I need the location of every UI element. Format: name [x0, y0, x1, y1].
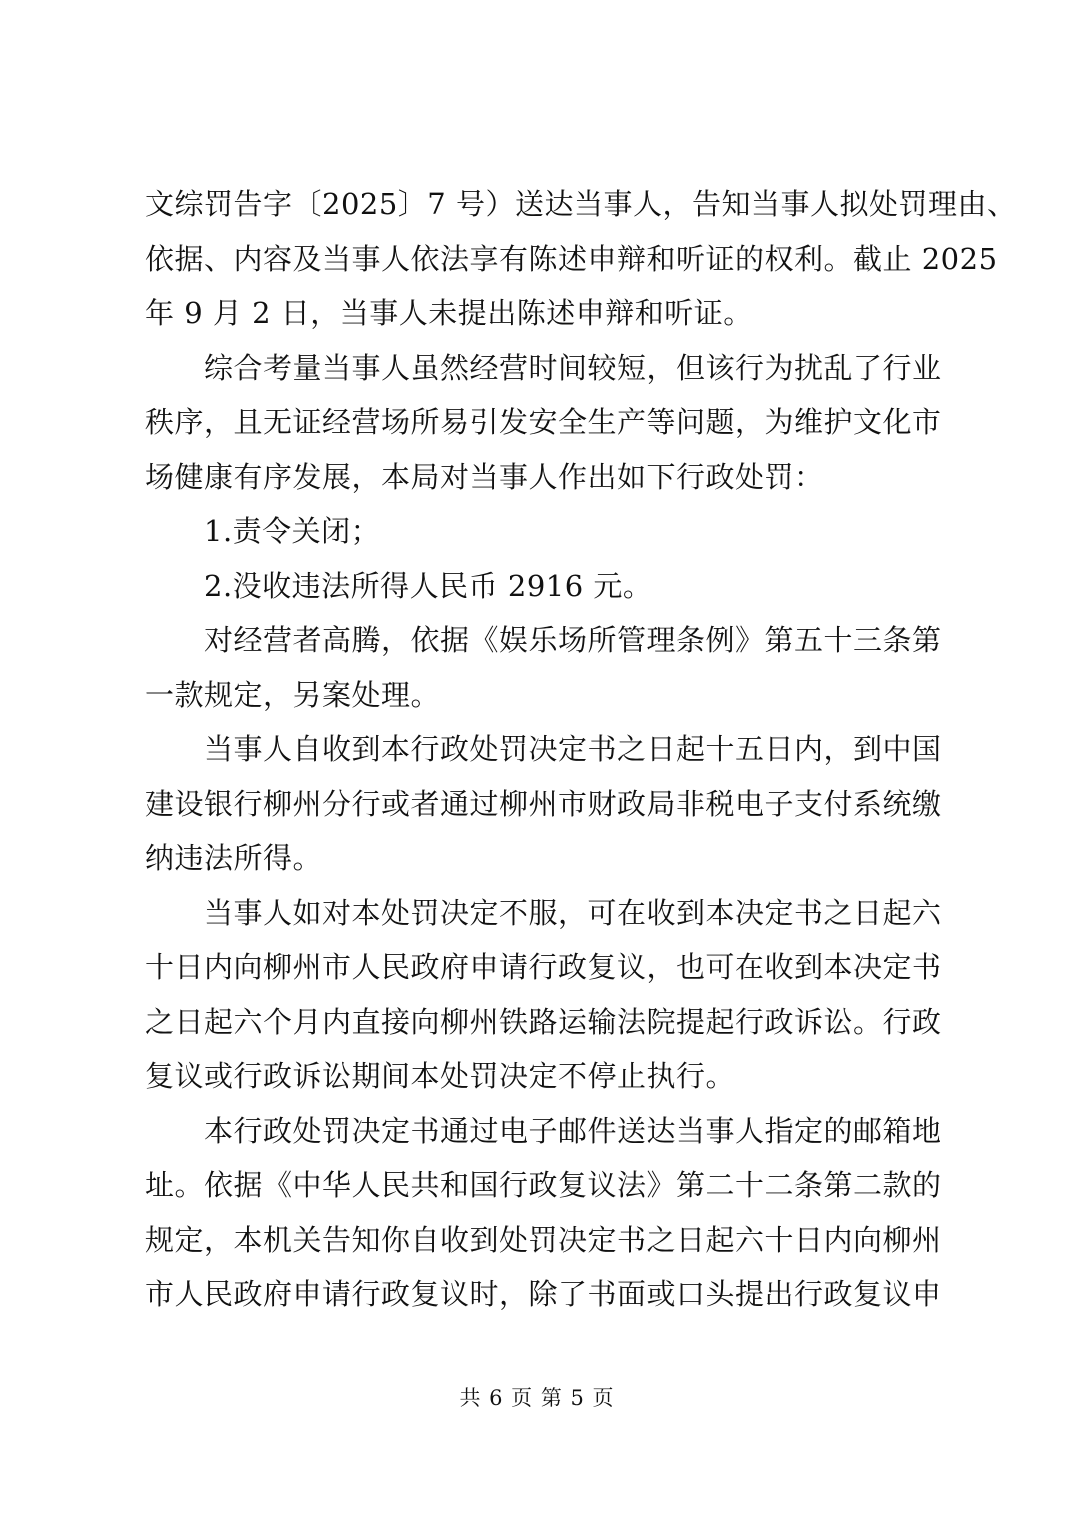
- text-line: 之日起六个月内直接向柳州铁路运输法院提起行政诉讼。行政: [145, 1004, 942, 1039]
- paragraph-start-line: 当事人如对本处罚决定不服，可在收到本决定书之日起六: [204, 895, 942, 930]
- text-line: 秩序，且无证经营场所易引发安全生产等问题，为维护文化市: [145, 405, 942, 439]
- paragraph-start-line: 综合考量当事人虽然经营时间较短，但该行为扰乱了行业: [204, 350, 942, 385]
- paragraph-start-line: 本行政处罚决定书通过电子邮件送达当事人指定的邮箱地: [204, 1113, 942, 1148]
- document-body: [145, 177, 1017, 1322]
- penalty-item-1: 1.责令关闭；: [204, 514, 381, 548]
- text-line: 十日内向柳州市人民政府申请行政复议，也可在收到本决定书: [145, 950, 942, 984]
- text-line: 市人民政府申请行政复议时，除了书面或口头提出行政复议申: [145, 1277, 942, 1311]
- text-line: 依据、内容及当事人依法享有陈述申辩和听证的权利。截止 2025: [145, 241, 998, 276]
- page-footer: 共 6 页 第 5 页: [459, 1386, 615, 1410]
- text-line: 址。依据《中华人民共和国行政复议法》第二十二条第二款的: [145, 1168, 942, 1202]
- text-line: 规定，本机关告知你自收到处罚决定书之日起六十日内向柳州: [145, 1222, 942, 1257]
- text-line: 年 9 月 2 日，当事人未提出陈述申辩和听证。: [145, 296, 753, 330]
- text-line: 文综罚告字〔2025〕7 号）送达当事人，告知当事人拟处罚理由、: [145, 187, 1017, 221]
- text-line: 建设银行柳州分行或者通过柳州市财政局非税电子支付系统缴: [145, 786, 942, 821]
- paragraph-start-line: 当事人自收到本行政处罚决定书之日起十五日内，到中国: [204, 732, 942, 766]
- text-line: 一款规定，另案处理。: [145, 677, 441, 712]
- text-line: 复议或行政诉讼期间本处罚决定不停止执行。: [145, 1059, 736, 1093]
- penalty-item-2: 2.没收违法所得人民币 2916 元。: [204, 568, 653, 603]
- paragraph-start-line: 对经营者高腾，依据《娱乐场所管理条例》第五十三条第: [204, 623, 942, 657]
- text-line: 纳违法所得。: [145, 841, 323, 875]
- text-line: 场健康有序发展，本局对当事人作出如下行政处罚：: [145, 459, 824, 494]
